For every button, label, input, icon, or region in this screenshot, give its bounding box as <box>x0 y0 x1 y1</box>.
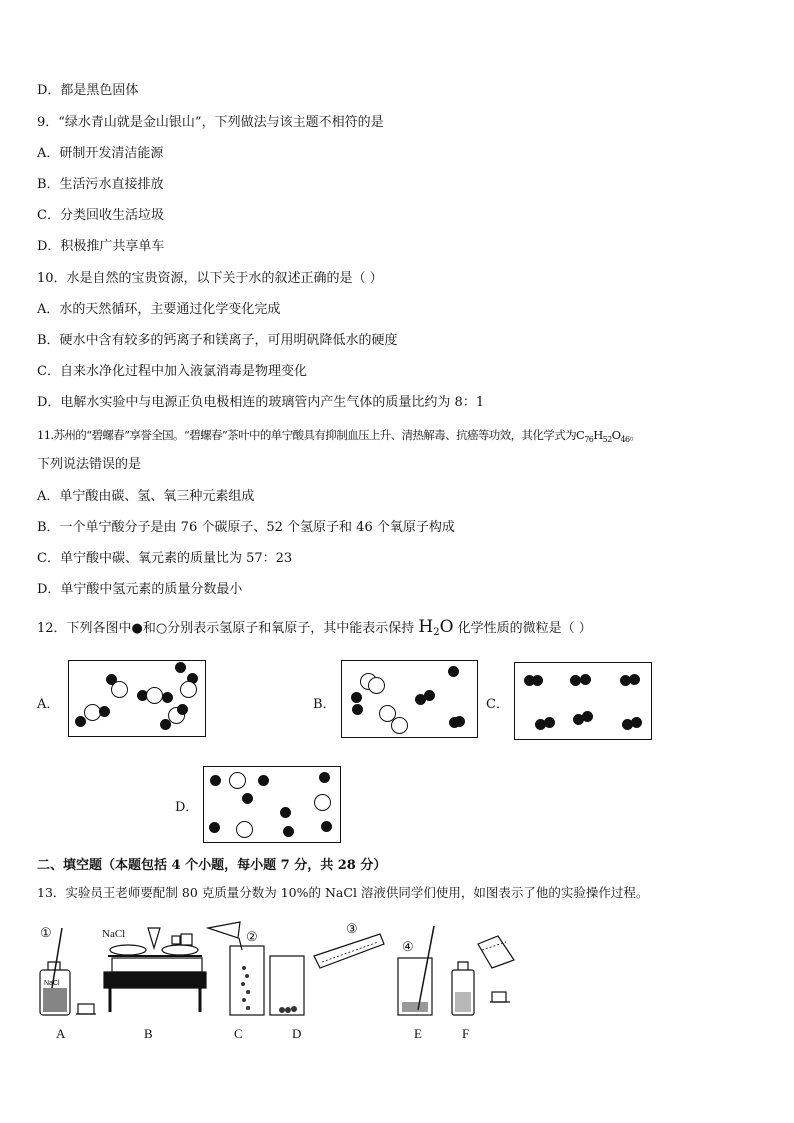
hydrogen-atom <box>280 807 291 818</box>
step-mark-4: ④ <box>402 940 414 955</box>
q10-stem: 10．水是自然的宝贵资源，以下关于水的叙述正确的是（ ） <box>37 271 383 286</box>
hydrogen-atom <box>75 716 86 727</box>
figure-label-f: F <box>462 1026 470 1041</box>
hydrogen-atom <box>352 704 363 715</box>
q9-option-c: C．分类回收生活垃圾 <box>37 208 164 223</box>
oxygen-atom <box>146 687 163 704</box>
hydrogen-atom <box>209 822 220 833</box>
hydrogen-atom <box>580 674 591 685</box>
section-heading: 二、填空题（本题包括 4 个小题，每小题 7 分，共 28 分） <box>37 858 387 873</box>
q12-label-b: B． <box>313 697 336 712</box>
q12-figure-a <box>68 660 206 737</box>
step-mark-1: ① <box>40 926 52 941</box>
q11-option-b: B．一个单宁酸分子是由 76 个碳原子、52 个氢原子和 46 个氧原子构成 <box>37 520 455 535</box>
q10-option-a: A．水的天然循环，主要通过化学变化完成 <box>37 302 281 317</box>
oxygen-atom <box>111 681 128 698</box>
oxygen-atom <box>314 794 331 811</box>
q12-stem-post: 化学性质的微粒是（ ） <box>457 621 592 636</box>
hydrogen-atom <box>162 692 173 703</box>
oxygen-atom <box>391 717 408 734</box>
q13-stem: 13．实验员王老师要配制 80 克质量分数为 10%的 NaCl 溶液供同学们使用，如图表示了他的实验操作过程。 <box>37 885 649 900</box>
q12-figure-b <box>341 660 478 738</box>
h2o-formula: $H_2O$ <box>418 617 454 638</box>
q11-stem-text: 11.苏州的“碧螺春”享誉全国。“碧螺春”茶叶中的单宁酸具有抑制血压上升、清热解毒、抗癌等功效，其化学式为 <box>37 428 577 442</box>
hydrogen-atom <box>258 775 269 786</box>
oxygen-atom <box>180 681 197 698</box>
hydrogen-atom <box>629 674 640 685</box>
q9-option-b: B．生活污水直接排放 <box>37 177 164 192</box>
q12-label-c: C． <box>486 697 509 712</box>
q10-option-c: C．自来水净化过程中加入液氯消毒是物理变化 <box>37 364 307 379</box>
q9-stem: 9．“绿水青山就是金山银山”，下列做法与该主题不相符的是 <box>37 115 384 130</box>
q12-label-a: A． <box>37 697 60 712</box>
q10-option-b: B．硬水中含有较多的钙离子和镁离子，可用明矾降低水的硬度 <box>37 333 398 348</box>
q9-option-a: A．研制开发清洁能源 <box>37 146 164 161</box>
hydrogen-atom <box>319 772 330 783</box>
q11-option-d: D．单宁酸中氢元素的质量分数最小 <box>37 582 243 597</box>
q8-option-d: D．都是黑色固体 <box>37 83 139 98</box>
q12-stem <box>37 619 592 641</box>
lab-procedure-figure <box>30 918 550 1043</box>
hydrogen-atom <box>631 717 642 728</box>
hydrogen-atom <box>448 666 459 677</box>
hydrogen-atom <box>532 675 543 686</box>
hydrogen-atom <box>454 716 465 727</box>
hydrogen-atom <box>351 692 362 703</box>
oxygen-atom <box>368 677 385 694</box>
q9-option-d: D．积极推广共享单车 <box>37 239 165 254</box>
hydrogen-atom <box>175 662 186 673</box>
step-mark-2: ② <box>246 930 258 945</box>
q11-option-c: C．单宁酸中碳、氧元素的质量比为 57：23 <box>37 551 293 566</box>
q12-figure-c <box>514 662 652 740</box>
hydrogen-atom <box>160 719 171 730</box>
bottle-label: NaCl <box>44 980 60 987</box>
nacl-label: NaCl <box>102 928 126 940</box>
figure-label-d: D <box>292 1026 302 1041</box>
hydrogen-atom <box>210 775 221 786</box>
oxygen-atom <box>236 821 253 838</box>
oxygen-atom <box>229 772 246 789</box>
q12-figure-d <box>203 766 341 843</box>
step-mark-3: ③ <box>346 922 358 937</box>
hydrogen-atom <box>99 706 110 717</box>
q10-option-d: D．电解水实验中与电源正负电极相连的玻璃管内产生气体的质量比约为 8：1 <box>37 395 485 410</box>
hydrogen-atom <box>321 821 332 832</box>
q11-formula: $C_{76}H_{52}O_{46}$。 <box>576 428 641 444</box>
hydrogen-atom <box>544 717 555 728</box>
hydrogen-atom <box>177 704 188 715</box>
q11-stem <box>37 427 640 448</box>
hydrogen-atom <box>283 826 294 837</box>
q12-stem-pre: 12．下列各图中●和○分别表示氢原子和氧原子，其中能表示保持 <box>37 621 415 636</box>
hydrogen-atom <box>582 711 593 722</box>
hydrogen-atom <box>424 690 435 701</box>
figure-label-b: B <box>144 1026 153 1041</box>
figure-label-a: A <box>56 1026 66 1041</box>
q12-label-d: D． <box>175 800 199 815</box>
q11-option-a: A．单宁酸由碳、氢、氧三种元素组成 <box>37 489 255 504</box>
figure-label-c: C <box>234 1026 243 1041</box>
figure-label-e: E <box>414 1026 422 1041</box>
hydrogen-atom <box>242 793 253 804</box>
q11-stem-2: 下列说法错误的是 <box>37 457 142 472</box>
